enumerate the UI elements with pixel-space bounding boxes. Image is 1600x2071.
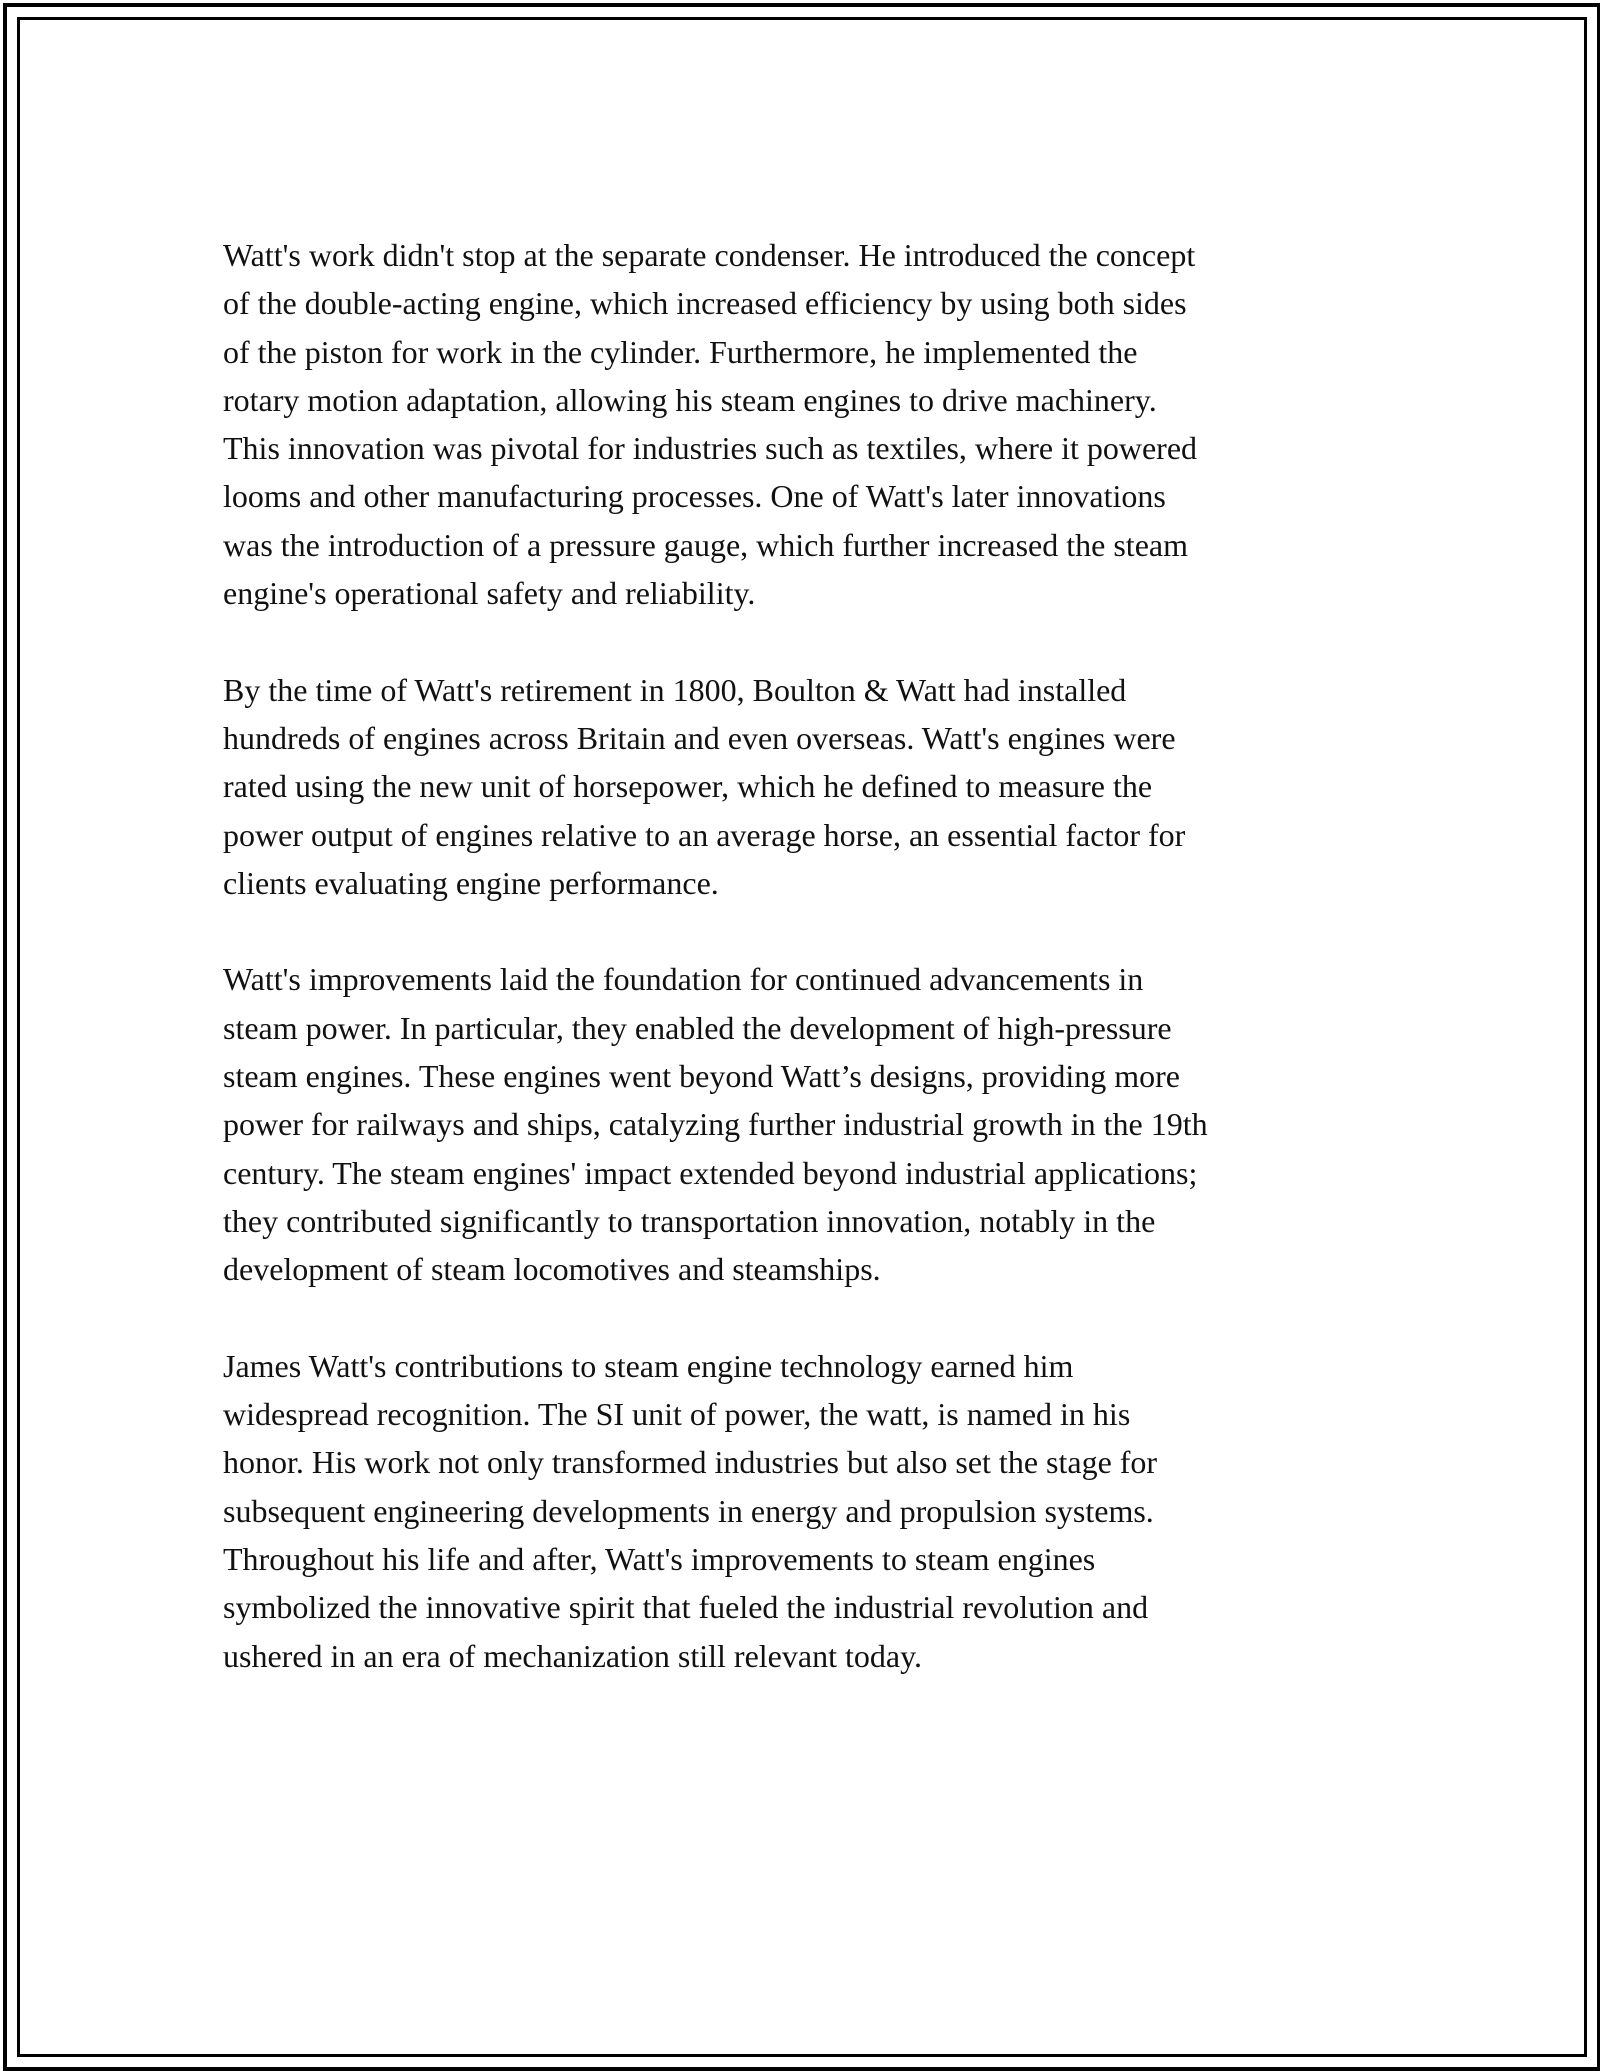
document-body	[223, 231, 1373, 1728]
text-line: ushered in an era of mechanization still relevant today.	[223, 1637, 922, 1674]
text-line: By the time of Watt's retirement in 1800, Boulton & Watt had installed	[223, 671, 1127, 708]
text-line: power output of engines relative to an average horse, an essential factor for	[223, 816, 1186, 853]
text-line: hundreds of engines across Britain and even overseas. Watt's engines were	[223, 719, 1176, 756]
text-line: they contributed significantly to transportation innovation, notably in the	[223, 1202, 1156, 1239]
text-line: rated using the new unit of horsepower, which he defined to measure the	[223, 768, 1153, 805]
text-line: Watt's work didn't stop at the separate condenser. He introduced the concept	[223, 237, 1196, 273]
text-line: of the piston for work in the cylinder. Furthermore, he implemented the	[223, 333, 1138, 370]
text-line: honor. His work not only transformed industries but also set the stage for	[223, 1444, 1158, 1481]
text-line: symbolized the innovative spirit that fueled the industrial revolution and	[223, 1589, 1149, 1626]
paragraph-condenser-innovations	[223, 231, 1373, 617]
text-line: was the introduction of a pressure gauge, which further increased the steam	[223, 526, 1188, 563]
text-line: This innovation was pivotal for industries such as textiles, where it powered	[223, 430, 1198, 467]
text-line: steam power. In particular, they enabled the development of high-pressure	[223, 1009, 1172, 1046]
paragraph-legacy	[223, 1342, 1373, 1680]
text-line: steam engines. These engines went beyond Watt’s designs, providing more	[223, 1058, 1180, 1095]
text-line: Watt's improvements laid the foundation for continued advancements in	[223, 961, 1144, 998]
text-line: James Watt's contributions to steam engine technology earned him	[223, 1347, 1074, 1384]
text-line: Throughout his life and after, Watt's improvements to steam engines	[223, 1541, 1096, 1578]
text-line: engine's operational safety and reliability.	[223, 575, 756, 612]
text-line: development of steam locomotives and steamships.	[223, 1251, 881, 1288]
text-line: looms and other manufacturing processes. One of Watt's later innovations	[223, 478, 1166, 515]
text-line: rotary motion adaptation, allowing his steam engines to drive machinery.	[223, 381, 1157, 418]
text-line: century. The steam engines' impact extended beyond industrial applications;	[223, 1154, 1198, 1191]
text-line: widespread recognition. The SI unit of power, the watt, is named in his	[223, 1396, 1131, 1433]
paragraph-high-pressure-engines	[223, 955, 1373, 1293]
text-line: clients evaluating engine performance.	[223, 864, 719, 901]
text-line: of the double-acting engine, which increased efficiency by using both sides	[223, 285, 1187, 322]
paragraph-retirement-horsepower	[223, 666, 1373, 907]
text-line: subsequent engineering developments in energy and propulsion systems.	[223, 1492, 1154, 1529]
text-line: power for railways and ships, catalyzing further industrial growth in the 19th	[223, 1106, 1208, 1143]
